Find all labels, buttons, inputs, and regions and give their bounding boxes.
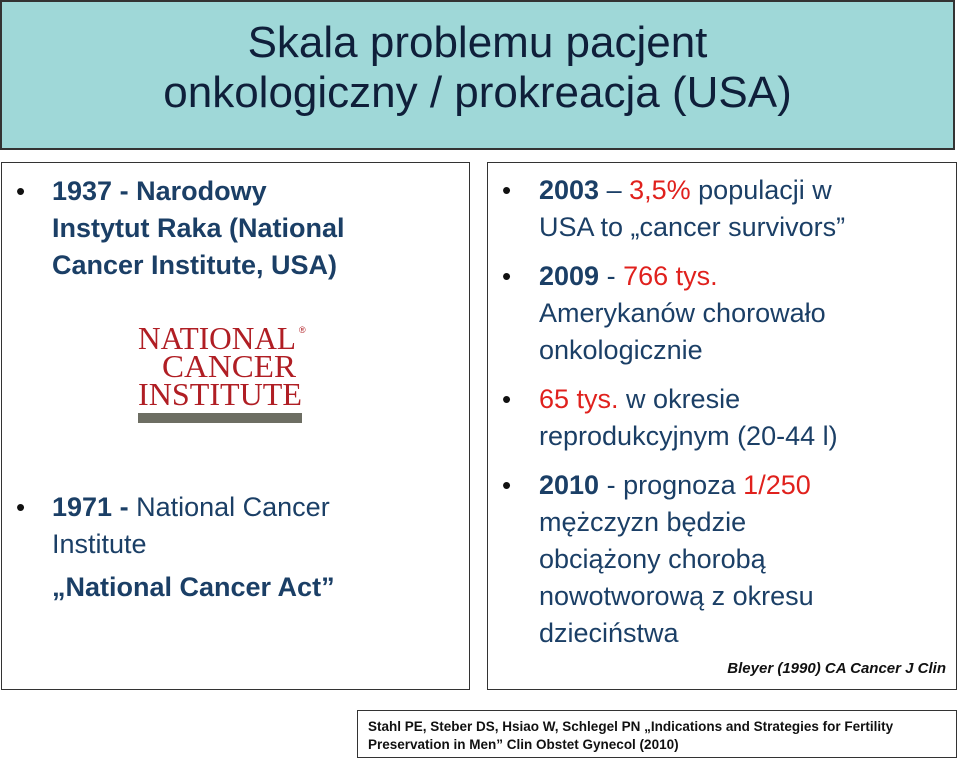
logo-line-3: INSTITUTE xyxy=(138,376,302,412)
citation: Bleyer (1990) CA Cancer J Clin xyxy=(727,660,946,677)
right-item-3-num: 65 tys. xyxy=(539,384,619,414)
title-box xyxy=(0,0,955,150)
right-item-4-line5: dzieciństwa xyxy=(539,618,679,648)
left-item-1-year: 1937 xyxy=(52,176,113,206)
title-line-2: onkologiczny / prokreacja (USA) xyxy=(163,68,792,117)
left-item-1 xyxy=(52,173,345,284)
right-item-4 xyxy=(539,467,814,652)
logo-line-2: CANCER xyxy=(162,348,297,384)
right-item-1-line2: USA to „cancer survivors” xyxy=(539,212,846,242)
bullet-dot: • xyxy=(16,492,26,522)
right-item-3-rest: w okresie xyxy=(618,384,741,414)
left-panel xyxy=(1,162,470,690)
left-item-2-year: 1971 xyxy=(52,492,113,522)
left-item-1-line3: Cancer Institute, USA) xyxy=(52,250,338,280)
right-item-2-dash: - xyxy=(599,261,624,291)
left-item-1-line1: Narodowy xyxy=(136,176,267,206)
bullet-dot: • xyxy=(502,175,512,205)
right-item-4-dash: - prognoza xyxy=(599,470,744,500)
bullet-dot: • xyxy=(16,176,26,206)
logo-registered-mark: ® xyxy=(299,325,306,335)
footer-line-2: Preservation in Men” Clin Obstet Gynecol (2010) xyxy=(368,737,679,752)
left-item-2-line3: „National Cancer Act” xyxy=(52,572,335,602)
bullet-dot: • xyxy=(502,384,512,414)
right-item-4-line4: nowotworową z okresu xyxy=(539,581,814,611)
right-item-1-dash: – xyxy=(599,175,630,205)
left-item-1-dash: - xyxy=(112,176,137,206)
left-item-2-line2: Institute xyxy=(52,529,147,559)
logo-bar xyxy=(138,413,302,423)
logo-line-1: NATIONAL xyxy=(138,320,296,356)
right-item-1-pct: 3,5% xyxy=(629,175,691,205)
right-item-2-num: 766 tys. xyxy=(623,261,718,291)
left-item-2 xyxy=(52,489,335,606)
right-item-1-rest: populacji w xyxy=(690,175,832,205)
right-item-4-line2: mężczyzn będzie xyxy=(539,507,747,537)
right-item-3-line2: reprodukcyjnym (20-44 l) xyxy=(539,421,838,451)
right-item-1-year: 2003 xyxy=(539,175,600,205)
right-item-4-ratio: 1/250 xyxy=(743,470,811,500)
footer-reference xyxy=(357,710,957,758)
footer-line-1: Stahl PE, Steber DS, Hsiao W, Schlegel PN „Indications and Strategies for Fertility xyxy=(368,719,894,734)
right-item-2-line3: onkologicznie xyxy=(539,335,703,365)
bullet-dot: • xyxy=(502,470,512,500)
right-item-2 xyxy=(539,258,826,369)
right-item-1 xyxy=(539,172,845,246)
right-item-3 xyxy=(539,381,838,455)
national-cancer-institute-logo xyxy=(136,319,308,429)
left-item-1-line2: Instytut Raka (National xyxy=(52,213,345,243)
left-item-2-line1: National Cancer xyxy=(136,492,330,522)
right-panel xyxy=(487,162,957,690)
title-line-1: Skala problemu pacjent xyxy=(247,18,708,67)
left-item-2-dash: - xyxy=(112,492,137,522)
bullet-dot: • xyxy=(502,261,512,291)
right-item-2-year: 2009 xyxy=(539,261,600,291)
right-item-4-year: 2010 xyxy=(539,470,600,500)
right-item-4-line3: obciążony chorobą xyxy=(539,544,766,574)
right-item-2-line2: Amerykanów chorowało xyxy=(539,298,826,328)
